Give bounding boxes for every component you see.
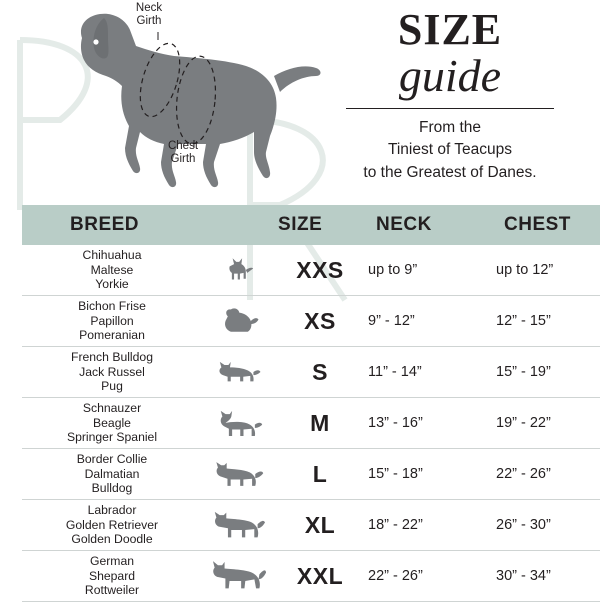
breed-name: Yorkie xyxy=(95,277,129,292)
column-header-size: SIZE xyxy=(272,205,368,245)
size-cell: XS xyxy=(272,296,368,347)
schnauzer-icon xyxy=(211,406,263,440)
breed-name: Beagle xyxy=(93,415,131,430)
breed-icon-cell xyxy=(202,347,272,398)
neck-girth-callout xyxy=(118,2,180,28)
chest-cell: 30” - 34” xyxy=(496,551,600,602)
table-header xyxy=(22,205,600,245)
chest-girth-callout xyxy=(152,140,214,166)
breed-icon-cell xyxy=(202,398,272,449)
neck-girth-label-line2: Girth xyxy=(136,15,162,28)
page-subtitle-script: guide xyxy=(398,50,502,101)
breed-name: Rottweiler xyxy=(84,583,140,598)
breed-cell xyxy=(22,500,202,551)
labrador-icon xyxy=(209,507,265,543)
neck-cell: up to 9” xyxy=(368,245,496,296)
size-cell: XXS xyxy=(272,245,368,296)
neck-cell: 18” - 22” xyxy=(368,500,496,551)
chest-cell: 15” - 19” xyxy=(496,347,600,398)
breed-icon-cell xyxy=(202,296,272,347)
table-row xyxy=(22,500,600,551)
breed-name: Pug xyxy=(101,379,123,394)
tagline-line2: Tiniest of Teacups xyxy=(387,141,513,159)
breed-icon-cell xyxy=(202,551,272,602)
column-header-neck: NECK xyxy=(368,205,496,245)
bichon-icon xyxy=(214,305,260,337)
breed-name: Golden Retriever xyxy=(65,517,159,532)
table-row xyxy=(22,449,600,500)
breed-name: Schnauzer xyxy=(82,400,142,415)
neck-cell: 11” - 14” xyxy=(368,347,496,398)
chihuahua-icon xyxy=(215,255,259,285)
table-row xyxy=(22,296,600,347)
table-header-row xyxy=(22,205,600,245)
title-block xyxy=(314,5,586,184)
table-row xyxy=(22,245,600,296)
chest-cell: up to 12” xyxy=(496,245,600,296)
breed-name: Pomeranian xyxy=(79,328,145,343)
breed-name: Dalmatian xyxy=(84,466,140,481)
table-row xyxy=(22,398,600,449)
table-body xyxy=(22,245,600,602)
neck-cell: 9” - 12” xyxy=(368,296,496,347)
breed-name: Jack Russel xyxy=(79,364,145,379)
breed-icon-cell xyxy=(202,449,272,500)
title-divider xyxy=(346,108,554,109)
bulldog-icon xyxy=(212,356,262,388)
neck-cell: 13” - 16” xyxy=(368,398,496,449)
breed-name: Bichon Frise xyxy=(78,298,146,313)
breed-name: Labrador xyxy=(87,502,137,517)
chest-cell: 22” - 26” xyxy=(496,449,600,500)
breed-name: Springer Spaniel xyxy=(66,430,158,445)
column-header-chest: CHEST xyxy=(496,205,600,245)
page-title: SIZE xyxy=(397,5,503,54)
breed-name: Border Collie xyxy=(76,451,148,466)
chest-cell: 19” - 22” xyxy=(496,398,600,449)
breed-name: Chihuahua xyxy=(82,247,142,262)
breed-name: Bulldog xyxy=(91,481,133,496)
size-cell: XXL xyxy=(272,551,368,602)
breed-icon-cell xyxy=(202,500,272,551)
tagline xyxy=(314,117,586,184)
chest-cell: 12” - 15” xyxy=(496,296,600,347)
size-table xyxy=(22,205,600,602)
size-cell: L xyxy=(272,449,368,500)
breed-name: Shepard xyxy=(88,568,136,583)
chest-girth-label-line2: Girth xyxy=(170,153,196,166)
breed-cell xyxy=(22,296,202,347)
breed-name: German xyxy=(89,553,135,568)
breed-icon-cell xyxy=(202,245,272,296)
size-cell: S xyxy=(272,347,368,398)
column-header-breed: BREED xyxy=(22,205,272,245)
tagline-line1: From the xyxy=(418,118,481,136)
breed-cell xyxy=(22,245,202,296)
breed-cell xyxy=(22,449,202,500)
shepherd-icon xyxy=(208,558,266,594)
tagline-line3: to the Greatest of Danes. xyxy=(363,163,537,181)
neck-cell: 22” - 26” xyxy=(368,551,496,602)
breed-cell xyxy=(22,347,202,398)
breed-name: Golden Doodle xyxy=(71,532,153,547)
size-cell: M xyxy=(272,398,368,449)
neck-girth-label-line1: Neck xyxy=(135,2,163,14)
size-cell: XL xyxy=(272,500,368,551)
breed-name: Papillon xyxy=(90,313,134,328)
chest-cell: 26” - 30” xyxy=(496,500,600,551)
table-row xyxy=(22,347,600,398)
size-table-wrapper xyxy=(22,205,578,602)
breed-name: Maltese xyxy=(90,262,134,277)
breed-cell xyxy=(22,398,202,449)
collie-icon xyxy=(210,457,264,491)
breed-name: French Bulldog xyxy=(71,349,153,364)
header xyxy=(0,0,600,196)
table-row xyxy=(22,551,600,602)
neck-cell: 15” - 18” xyxy=(368,449,496,500)
breed-cell xyxy=(22,551,202,602)
chest-girth-label-line1: Chest xyxy=(167,140,199,152)
